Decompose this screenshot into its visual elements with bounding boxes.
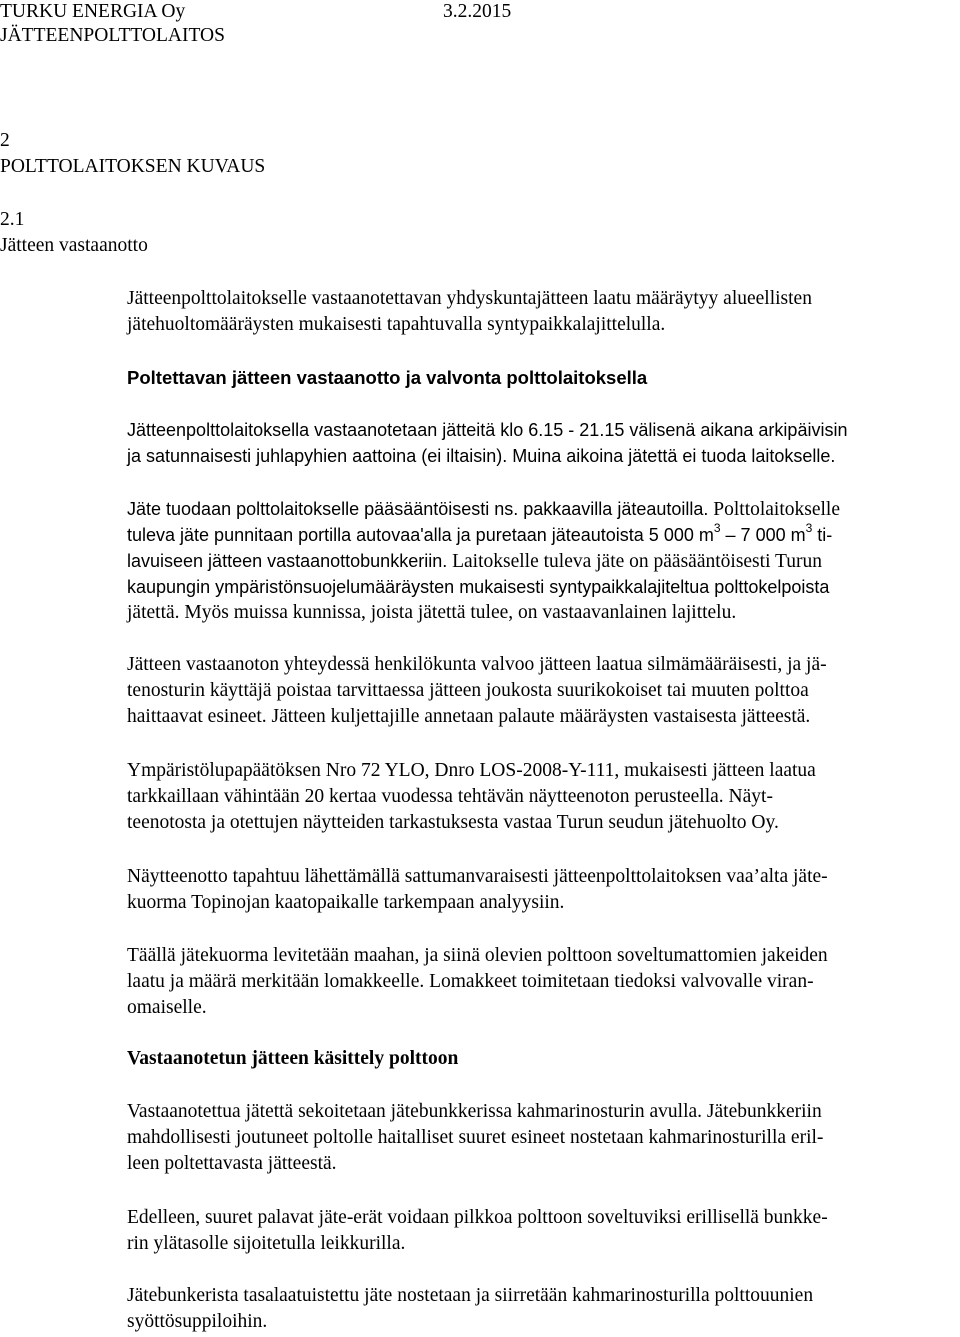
paragraph-line: mahdollisesti joutuneet poltolle haitalliset suuret esineet nostetaan kahmarinosturilla eril- [127, 1127, 824, 1148]
paragraph-line: Täällä jätekuorma levitetään maahan, ja siinä olevien polttoon soveltumattomien jakeiden [127, 945, 828, 966]
paragraph-line: haittaavat esineet. Jätteen kuljettajille annetaan palaute määräysten vastaisesta jätteestä. [127, 706, 811, 727]
delivery-line-sans: Jäte tuodaan polttolaitokselle pääsääntöisesti ns. pakkaavilla jäteautoilla. [127, 499, 709, 519]
mixing-paragraph [127, 1099, 959, 1177]
heading-treatment: Vastaanotetun jätteen käsittely polttoon [127, 1048, 459, 1069]
document-title: JÄTTEENPOLTTOLAITOS [0, 25, 225, 46]
superscript: 3 [713, 521, 721, 535]
paragraph-line: leen poltettavasta jätteestä. [127, 1153, 337, 1174]
paragraph-line: Näytteenotto tapahtuu lähettämällä sattumanvaraisesti jätteenpolttolaitoksen vaa’alta jäte- [127, 866, 828, 887]
intro-line: Jätteenpolttolaitokselle vastaanotettavan yhdyskuntajätteen laatu määräytyy alueellisten [127, 288, 812, 309]
paragraph-line: tenosturin käyttäjä poistaa tarvittaessa jätteen joukosta suurikokoiset tai muuten polttoa [127, 680, 809, 701]
delivery-text: Laitokselle tuleva jäte on pääsääntöisesti Turun [447, 551, 822, 572]
delivery-text: ti- [812, 525, 833, 545]
paragraph-line: kuorma Topinojan kaatopaikalle tarkempaan analyysiin. [127, 892, 565, 913]
delivery-line-serif: Polttolaitokselle [708, 499, 841, 520]
section-number: 2 [0, 130, 10, 151]
paragraph-line: Jätebunkerista tasalaatuistettu jäte nostetaan ja siirretään kahmarinosturilla polttouunien [127, 1285, 814, 1306]
paragraph-line: Jätteen vastaanoton yhteydessä henkilökunta valvoo jätteen laatua silmämääräisesti, ja jä- [127, 654, 827, 675]
paragraph-line: Ympäristölupapäätöksen Nro 72 YLO, Dnro LOS-2008-Y-111, mukaisesti jätteen laatua [127, 760, 816, 781]
superscript: 3 [805, 521, 813, 535]
paragraph-line: laatu ja määrä merkitään lomakkeelle. Lomakkeet toimitetaan tiedoksi valvovalle viran- [127, 971, 814, 992]
delivery-text: jätettä. Myös muissa kunnissa, joista jätettä tulee, on vastaavanlainen lajittelu. [127, 602, 737, 623]
company-name: TURKU ENERGIA Oy [0, 1, 186, 22]
paragraph-line: tarkkaillaan vähintään 20 kertaa vuodessa tehtävän näytteenoton perusteella. Näyt- [127, 786, 773, 807]
quality-paragraph [127, 652, 959, 730]
document-date: 3.2.2015 [443, 1, 512, 22]
heading-reception-control: Poltettavan jätteen vastaanotto ja valvonta polttolaitoksella [127, 367, 648, 388]
delivery-paragraph [127, 496, 959, 626]
paragraph-line: Vastaanotettua jätettä sekoitetaan jätebunkkerissa kahmarinosturin avulla. Jätebunkkeriin [127, 1101, 822, 1122]
paragraph-line: syöttösuppiloihin. [127, 1311, 268, 1332]
subsection-title: Jätteen vastaanotto [0, 235, 148, 256]
reception-line: Jätteenpolttolaitoksella vastaanotetaan jätteitä klo 6.15 - 21.15 välisenä aikana arkipäivisin [127, 420, 848, 440]
paragraph-line: teenotosta ja otettujen näytteiden tarkastuksesta vastaa Turun seudun jätehuolto Oy. [127, 812, 779, 833]
subsection-number: 2.1 [0, 209, 25, 230]
delivery-text: kaupungin ympäristönsuojelumääräysten mukaisesti syntypaikkalajiteltua polttokelpoista [127, 577, 830, 597]
reception-line: ja satunnaisesti juhlapyhien aattoina (ei iltaisin). Muina aikoina jätettä ei tuoda laitokselle. [127, 446, 836, 466]
sorting-paragraph [127, 943, 959, 1021]
delivery-text: lavuiseen jätteen vastaanottobunkkeriin. [127, 551, 448, 571]
permit-paragraph [127, 758, 959, 836]
intro-line: jätehuoltomääräysten mukaisesti tapahtuvalla syntypaikkalajittelulla. [127, 314, 666, 335]
delivery-text: – 7 000 m [720, 525, 806, 545]
intro-paragraph [127, 286, 959, 338]
sampling-paragraph [127, 864, 959, 916]
paragraph-line: rin ylätasolle sijoitetulla leikkurilla. [127, 1233, 406, 1254]
feed-paragraph [127, 1283, 959, 1335]
paragraph-line: Edelleen, suuret palavat jäte-erät voidaan pilkkoa polttoon soveltuviksi erillisellä bunkke- [127, 1207, 828, 1228]
section-title: POLTTOLAITOKSEN KUVAUS [0, 156, 266, 177]
delivery-text: tuleva jäte punnitaan portilla autovaa'alla ja puretaan jäteautoista 5 000 m [127, 525, 714, 545]
reception-times-paragraph [127, 417, 959, 469]
paragraph-line: omaiselle. [127, 997, 207, 1018]
shredder-paragraph [127, 1205, 959, 1257]
